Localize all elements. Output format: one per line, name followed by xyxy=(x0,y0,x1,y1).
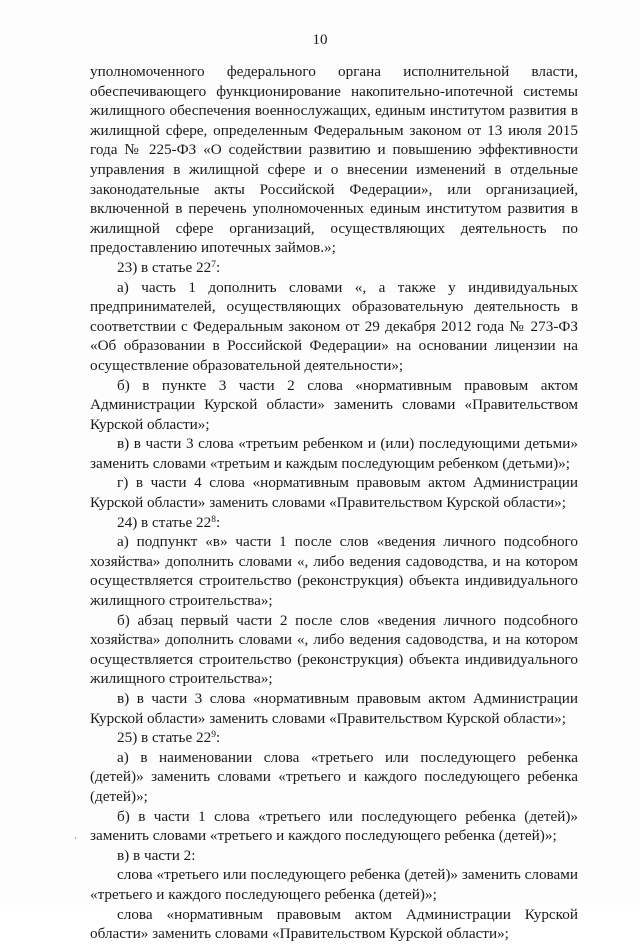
paragraph-25-b: б) в части 1 слова «третьего или последующего ребенка (детей)» заменить словами «третьего и каждого последующего ребенка (детей)»; xyxy=(90,807,578,845)
paragraph-item-25 xyxy=(90,728,578,748)
paragraph-25-a: а) в наименовании слова «третьего или последующего ребенка (детей)» заменить словами «третьего и каждого последующего ребенка (детей)»; xyxy=(90,748,578,805)
document-body xyxy=(90,62,578,944)
paragraph-25-v-2: слова «нормативным правовым актом Администрации Курской области» заменить словами «Правительством Курской области»; xyxy=(90,905,578,943)
item-24-text: 24) в статье 22 xyxy=(117,513,212,531)
paragraph-23-v: в) в части 3 слова «третьим ребенком и (или) последующими детьми» заменить словами «третьим и каждым последующим ребенком (детьми)»; xyxy=(90,435,578,472)
paragraph-24-b: б) абзац первый части 2 после слов «ведения личного подсобного хозяйства» дополнить словами «, либо ведения садоводства, и на котором осуществляется строительство (реконструкция) объекта индивидуального жилищного строительства»; xyxy=(90,611,578,688)
item-24-colon: : xyxy=(215,513,221,531)
item-25-text: 25) в статье 22 xyxy=(117,729,212,747)
item-25-colon: : xyxy=(215,729,221,747)
paragraph-24-a: а) подпункт «в» части 1 после слов «ведения личного подсобного хозяйства» дополнить словами «, либо ведения садоводства, и на котором осуществляется строительство (реконструкция) объекта индивидуального жилищного строительства»; xyxy=(90,533,578,610)
item-23-text: 23) в статье 22 xyxy=(117,258,212,276)
margin-mark: · xyxy=(74,833,77,843)
item-24-superscript: 8 xyxy=(211,514,216,525)
paragraph-23-g: г) в части 4 слова «нормативным правовым актом Администрации Курской области» заменить словами «Правительством Курской области»; xyxy=(90,474,578,512)
item-23-superscript: 7 xyxy=(211,259,216,270)
paragraph-25-v: в) в части 2: xyxy=(117,846,196,864)
paragraph-24-v: в) в части 3 слова «нормативным правовым актом Администрации Курской области» заменить словами «Правительством Курской области»; xyxy=(90,690,578,727)
paragraph-23-b: б) в пункте 3 части 2 слова «нормативным правовым актом Администрации Курской области» заменить словами «Правительством Курской области»; xyxy=(90,376,578,433)
paragraph-23-a: а) часть 1 дополнить словами «, а также у индивидуальных предпринимателей, осуществляющих образовательную деятельность в соответствии с Федеральным законом от 29 декабря 2012 года № 273-ФЗ «Об образовании в Российской Федерации» на основании лицензии на осуществление образовательной деятельности»; xyxy=(90,278,578,374)
page-number: 10 xyxy=(312,32,328,48)
paragraph-item-24 xyxy=(90,513,578,533)
item-23-colon: : xyxy=(215,258,221,276)
item-25-superscript: 9 xyxy=(211,730,216,741)
paragraph-item-23 xyxy=(90,258,578,278)
paragraph-continuation: уполномоченного федерального органа исполнительной власти, обеспечивающего функционирование накопительно-ипотечной системы жилищного обеспечения военнослужащих, единым институтом развития в жилищной сфере, определенным Федеральным законом от 13 июля 2015 года № 225-ФЗ «О содействии развитию и повышению эффективности управления в жилищной сфере и о внесении изменений в отдельные законодательные акты Российской Федерации», или организацией, включенной в перечень уполномоченных единым институтом развития в жилищной сфере организаций, осуществляющих деятельность по предоставлению ипотечных займов.»; xyxy=(90,63,578,257)
paragraph-25-v-1: слова «третьего или последующего ребенка (детей)» заменить словами «третьего и каждого последующего ребенка (детей)»; xyxy=(90,866,578,903)
